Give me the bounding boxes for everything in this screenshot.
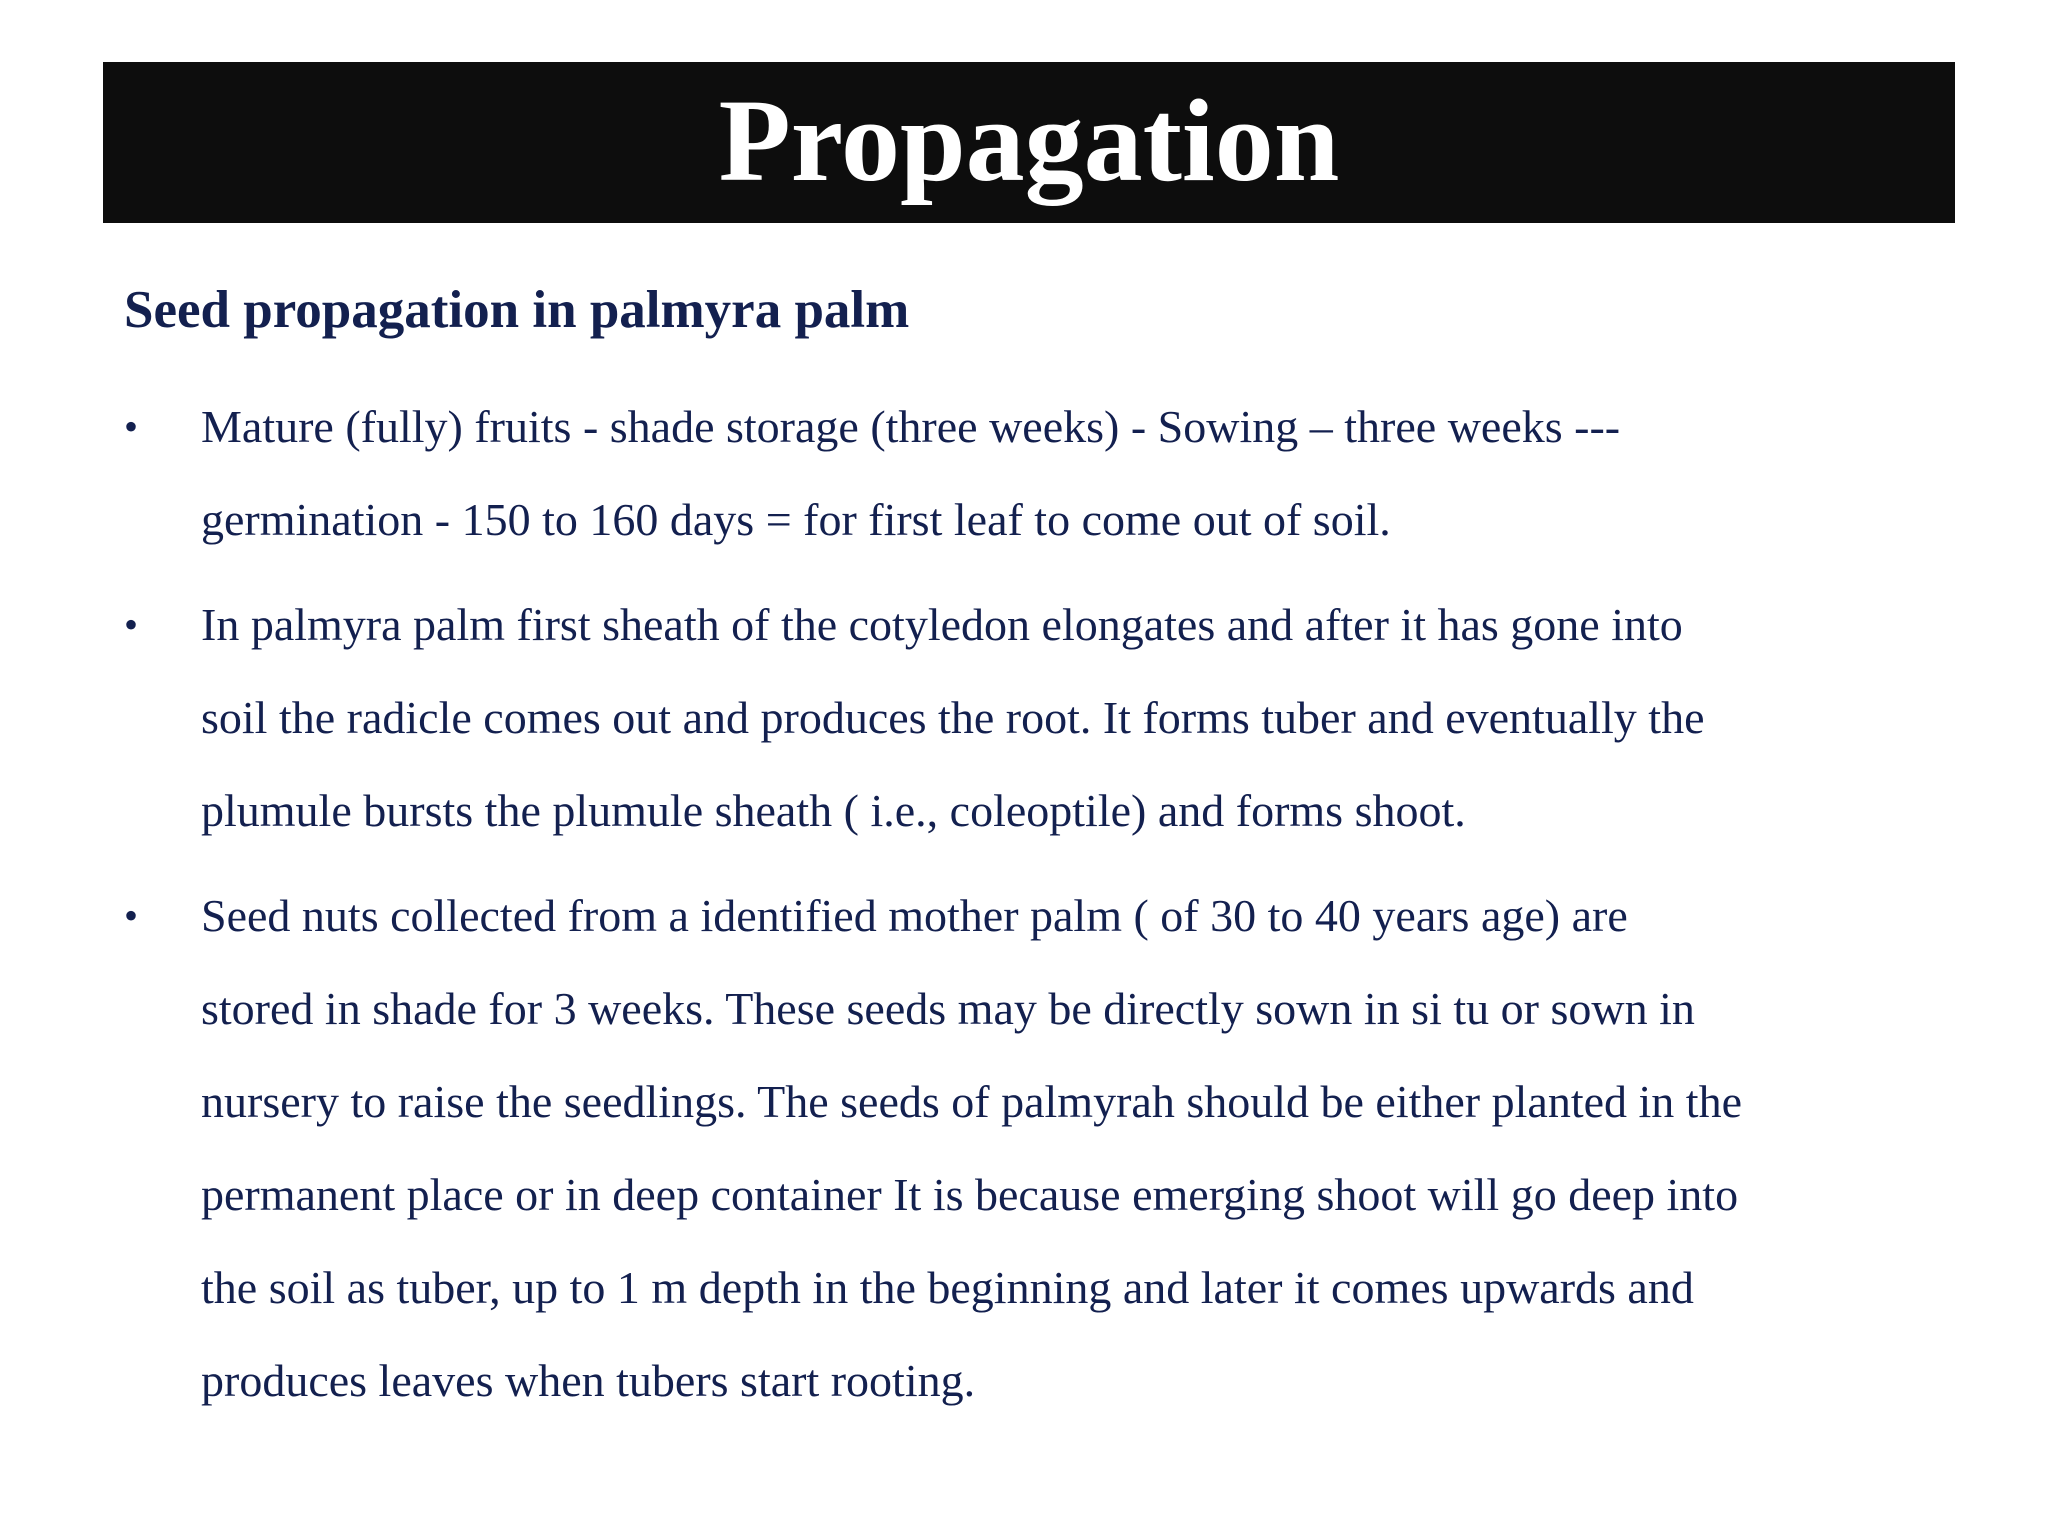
bullet-item-seed-nuts [124, 869, 1954, 1427]
text-line: nursery to raise the seedlings. The seeds of palmyrah should be either planted in the [201, 1076, 1742, 1127]
section-heading: Seed propagation in palmyra palm [124, 281, 910, 339]
bullet-icon: • [124, 602, 139, 647]
bullet-list [124, 380, 1954, 1439]
bullet-icon: • [124, 404, 139, 449]
text-line: In palmyra palm first sheath of the cotyledon elongates and after it has gone into [201, 599, 1683, 650]
text-line: soil the radicle comes out and produces the root. It forms tuber and eventually the [201, 692, 1705, 743]
bullet-icon: • [124, 893, 139, 938]
text-line: plumule bursts the plumule sheath ( i.e., coleoptile) and forms shoot. [201, 785, 1466, 836]
title-bar [103, 62, 1955, 223]
text-line: Mature (fully) fruits - shade storage (three weeks) - Sowing – three weeks --- [201, 401, 1621, 452]
bullet-item-fruit-sowing [124, 380, 1954, 566]
text-line: germination - 150 to 160 days = for first leaf to come out of soil. [201, 494, 1391, 545]
text-line: permanent place or in deep container It is because emerging shoot will go deep into [201, 1169, 1739, 1220]
text-line: stored in shade for 3 weeks. These seeds may be directly sown in si tu or sown in [201, 983, 1695, 1034]
slide-title: Propagation [718, 74, 1340, 206]
text-line: the soil as tuber, up to 1 m depth in the beginning and later it comes upwards and [201, 1262, 1694, 1313]
bullet-item-cotyledon-growth [124, 578, 1954, 857]
text-line: Seed nuts collected from a identified mother palm ( of 30 to 40 years age) are [201, 890, 1628, 941]
text-line: produces leaves when tubers start rooting. [201, 1355, 976, 1406]
